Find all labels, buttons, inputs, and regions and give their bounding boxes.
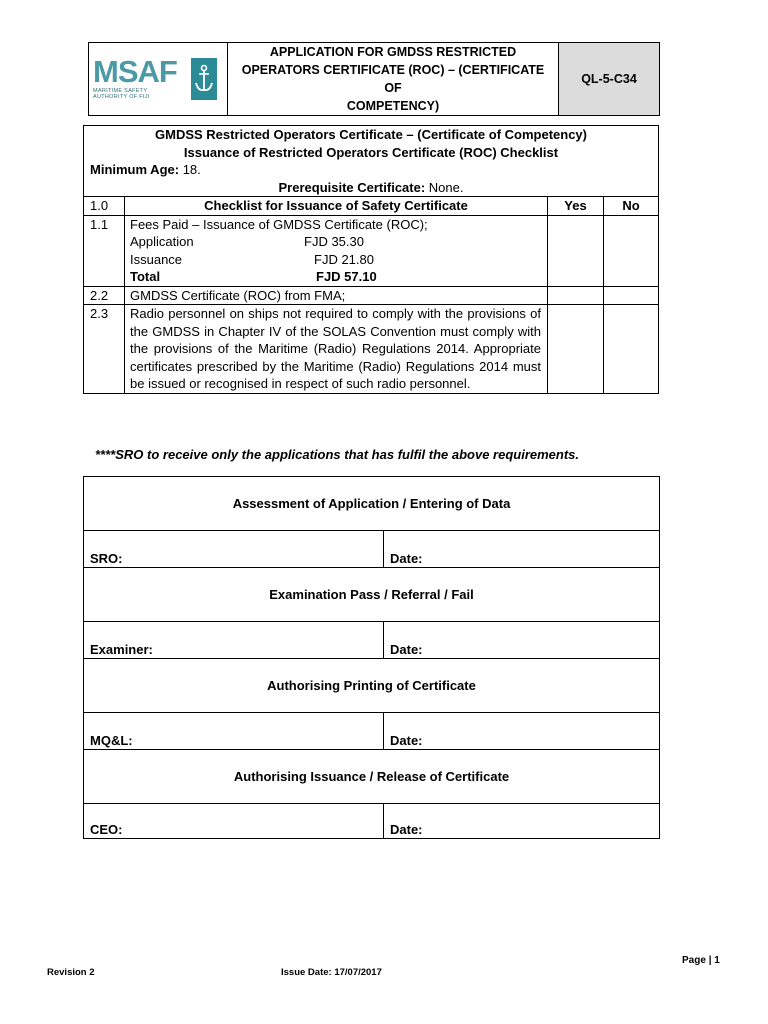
checklist-row-radio-personnel: 2.3 Radio personnel on ships not required to comply with the provisions of the GMDSS in Chapter IV of the SOLAS Convention must comply with the provisions of the Maritime (Radio) Regulations 2014. Appropriate certificates prescribed by the Maritime (Radio) Regulations 2014 must be issued or recognised in respect of such radio personnel. <box>84 305 659 394</box>
form-title: APPLICATION FOR GMDSS RESTRICTED OPERATORS CERTIFICATE (ROC) – (CERTIFICATE OF COMPETENCY) <box>228 43 559 116</box>
assessment-title: Assessment of Application / Entering of Data <box>84 477 660 531</box>
checkbox-yes-2[interactable] <box>548 286 604 305</box>
mql-date-field[interactable]: Date: <box>384 713 660 750</box>
fee-total: Total FJD 57.10 <box>130 269 377 284</box>
logo-line1: MARITIME SAFETY <box>93 88 148 94</box>
col-number: 1.0 <box>84 197 125 216</box>
mql-field[interactable]: MQ&L: <box>84 713 384 750</box>
sro-field[interactable]: SRO: <box>84 531 384 568</box>
col-title: Checklist for Issuance of Safety Certificate <box>125 197 548 216</box>
logo-letters: MSAF <box>93 54 177 89</box>
checklist-heading-2: Issuance of Restricted Operators Certificate (ROC) Checklist <box>183 144 559 160</box>
examination-title: Examination Pass / Referral / Fail <box>84 568 660 622</box>
revision-label: Revision 2 <box>47 967 95 978</box>
fees-text: Fees Paid – Issuance of GMDSS Certificate (ROC); <box>130 216 428 232</box>
logo-line2: AUTHORITY OF FIJI <box>93 94 150 100</box>
examiner-date-field[interactable]: Date: <box>384 622 660 659</box>
issue-date: Issue Date: 17/07/2017 <box>281 967 382 978</box>
checkbox-yes-3[interactable] <box>548 305 604 394</box>
examiner-field[interactable]: Examiner: <box>84 622 384 659</box>
checklist-heading-1: GMDSS Restricted Operators Certificate – (Certificate of Competency) <box>155 127 587 142</box>
logo-cell <box>89 43 228 116</box>
checklist-header-row <box>84 197 659 216</box>
page-number: Page | 1 <box>682 955 720 966</box>
anchor-icon <box>191 58 217 100</box>
checkbox-no-1[interactable] <box>604 215 659 286</box>
sro-note: ****SRO to receive only the applications that has fulfil the above requirements. <box>95 447 580 462</box>
fee-application: Application FJD 35.30 <box>130 234 364 249</box>
prerequisite-certificate: Prerequisite Certificate: None. <box>278 179 464 195</box>
sro-date-field[interactable]: Date: <box>384 531 660 568</box>
checklist-row-fees: 1.1 Fees Paid – Issuance of GMDSS Certificate (ROC); Application FJD 35.30 Issuance FJD 21.80 Total FJD 57.10 <box>84 215 659 286</box>
checklist-table <box>83 125 659 394</box>
checkbox-no-2[interactable] <box>604 286 659 305</box>
minimum-age: Minimum Age: 18. <box>90 162 201 177</box>
msaf-logo <box>93 56 223 102</box>
document-header <box>88 42 660 116</box>
checkbox-no-3[interactable] <box>604 305 659 394</box>
checkbox-yes-1[interactable] <box>548 215 604 286</box>
checklist-intro <box>84 126 659 197</box>
printing-title: Authorising Printing of Certificate <box>84 659 660 713</box>
issuance-title: Authorising Issuance / Release of Certificate <box>84 750 660 804</box>
fee-issuance: Issuance FJD 21.80 <box>130 251 374 267</box>
col-no: No <box>604 197 659 216</box>
col-yes: Yes <box>548 197 604 216</box>
form-code: QL-5-C34 <box>559 43 660 116</box>
assessment-table <box>83 476 660 839</box>
ceo-date-field[interactable]: Date: <box>384 804 660 839</box>
ceo-field[interactable]: CEO: <box>84 804 384 839</box>
checklist-row-certificate: 2.2 GMDSS Certificate (ROC) from FMA; <box>84 286 659 305</box>
